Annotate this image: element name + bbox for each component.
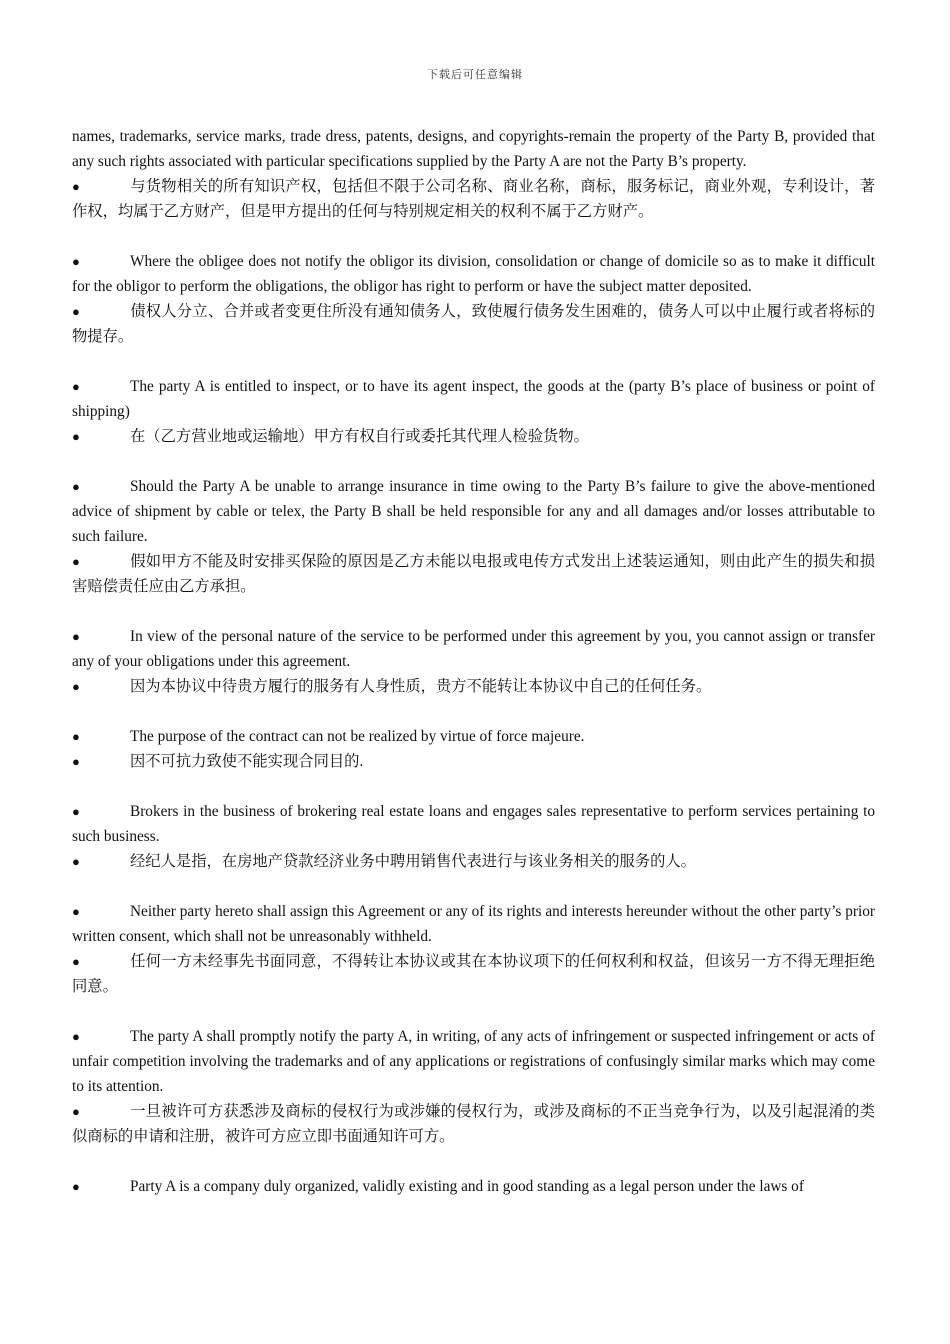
bullet-icon: ● (72, 254, 80, 269)
bullet-paragraph (72, 424, 875, 449)
paragraph-gap (72, 874, 875, 899)
paragraph-text: 债权人分立、合并或者变更住所没有通知债务人，致使履行债务发生困难的，债务人可以中止履行或者将标的物提存。 (72, 303, 875, 345)
paragraph-text: 因不可抗力致使不能实现合同目的. (130, 753, 364, 770)
paragraph-text: The party A is entitled to inspect, or to have its agent inspect, the goods at the (party B’s place of business or point of shipping) (72, 378, 875, 420)
paragraph-gap (72, 774, 875, 799)
bullet-paragraph (72, 799, 875, 849)
bullet-icon: ● (72, 304, 80, 319)
paragraph-gap (72, 1149, 875, 1174)
continuation-paragraph: names, trademarks, service marks, trade dress, patents, designs, and copyrights-remain the property of the Party B, provided that any such rights associated with particular specifications supplied by the Party A are not the Party B’s property. (72, 128, 875, 170)
paragraph-text: 任何一方未经事先书面同意，不得转让本协议或其在本协议项下的任何权利和权益，但该另一方不得无理拒绝同意。 (72, 953, 875, 995)
bullet-paragraph (72, 749, 875, 774)
bullet-icon: ● (72, 179, 80, 194)
paragraph-text: 与货物相关的所有知识产权，包括但不限于公司名称、商业名称，商标，服务标记，商业外观，专利设计，著作权，均属于乙方财产，但是甲方提出的任何与特别规定相关的权利不属于乙方财产。 (72, 178, 875, 220)
bullet-icon: ● (72, 554, 80, 569)
bullet-paragraph (72, 849, 875, 874)
paragraph-gap (72, 599, 875, 624)
paragraph-text: The party A shall promptly notify the party A, in writing, of any acts of infringement or suspected infringement or acts of unfair competition involving the trademarks and of any applications or registrations of confusingly similar marks which may come to its attention. (72, 1028, 875, 1095)
bullet-paragraph (72, 949, 875, 999)
bullet-icon: ● (72, 954, 80, 969)
paragraph-text: Neither party hereto shall assign this Agreement or any of its rights and interests hereunder without the other party’s prior written consent, which shall not be unreasonably withheld. (72, 903, 875, 945)
paragraph-gap (72, 699, 875, 724)
bullet-paragraph (72, 474, 875, 549)
bullet-icon: ● (72, 629, 80, 644)
paragraph-text: Where the obligee does not notify the obligor its division, consolidation or change of domicile so as to make it difficult for the obligor to perform the obligations, the obligor has right to perform or have the subject matter deposited. (72, 253, 875, 295)
paragraph-text: Should the Party A be unable to arrange insurance in time owing to the Party B’s failure to give the above-mentioned advice of shipment by cable or telex, the Party B shall be held responsible for any and all damages and/or losses attributable to such failure. (72, 478, 875, 545)
paragraph-text: 假如甲方不能及时安排买保险的原因是乙方未能以电报或电传方式发出上述装运通知，则由此产生的损失和损害赔偿责任应由乙方承担。 (72, 553, 875, 595)
bullet-icon: ● (72, 679, 80, 694)
bullet-icon: ● (72, 1179, 80, 1194)
bullet-paragraph (72, 1099, 875, 1149)
paragraph-text: 在（乙方营业地或运输地）甲方有权自行或委托其代理人检验货物。 (130, 428, 589, 445)
document-body (72, 124, 875, 1199)
bullet-paragraph (72, 624, 875, 674)
paragraph-text: The purpose of the contract can not be realized by virtue of force majeure. (130, 728, 585, 745)
paragraph-text: Party A is a company duly organized, validly existing and in good standing as a legal person under the laws of (130, 1178, 804, 1195)
paragraph-gap (72, 449, 875, 474)
bullet-icon: ● (72, 904, 80, 919)
bullet-icon: ● (72, 429, 80, 444)
paragraph-text: In view of the personal nature of the service to be performed under this agreement by you, you cannot assign or transfer any of your obligations under this agreement. (72, 628, 875, 670)
paragraph-gap (72, 999, 875, 1024)
bullet-icon: ● (72, 379, 80, 394)
bullet-paragraph (72, 724, 875, 749)
paragraph-text: 因为本协议中待贵方履行的服务有人身性质，贵方不能转让本协议中自己的任何任务。 (130, 678, 712, 695)
bullet-paragraph (72, 674, 875, 699)
bullet-paragraph (72, 1024, 875, 1099)
bullet-icon: ● (72, 854, 80, 869)
bullet-icon: ● (72, 729, 80, 744)
page-header: 下载后可任意编辑 (427, 69, 523, 81)
bullet-paragraph (72, 299, 875, 349)
bullet-icon: ● (72, 754, 80, 769)
bullet-icon: ● (72, 1104, 80, 1119)
bullet-icon: ● (72, 804, 80, 819)
bullet-icon: ● (72, 479, 80, 494)
bullet-paragraph (72, 899, 875, 949)
paragraph-gap (72, 224, 875, 249)
bullet-paragraph (72, 1174, 875, 1199)
bullet-paragraph (72, 174, 875, 224)
bullet-paragraph (72, 249, 875, 299)
paragraph-gap (72, 349, 875, 374)
bullet-icon: ● (72, 1029, 80, 1044)
paragraph-text: 经纪人是指，在房地产贷款经济业务中聘用销售代表进行与该业务相关的服务的人。 (130, 853, 696, 870)
bullet-paragraph (72, 374, 875, 424)
bullet-paragraph (72, 549, 875, 599)
paragraph-text: Brokers in the business of brokering real estate loans and engages sales representative to perform services pertaining to such business. (72, 803, 875, 845)
paragraph-text: 一旦被许可方获悉涉及商标的侵权行为或涉嫌的侵权行为，或涉及商标的不正当竞争行为，以及引起混淆的类似商标的申请和注册，被许可方应立即书面通知许可方。 (72, 1103, 875, 1145)
